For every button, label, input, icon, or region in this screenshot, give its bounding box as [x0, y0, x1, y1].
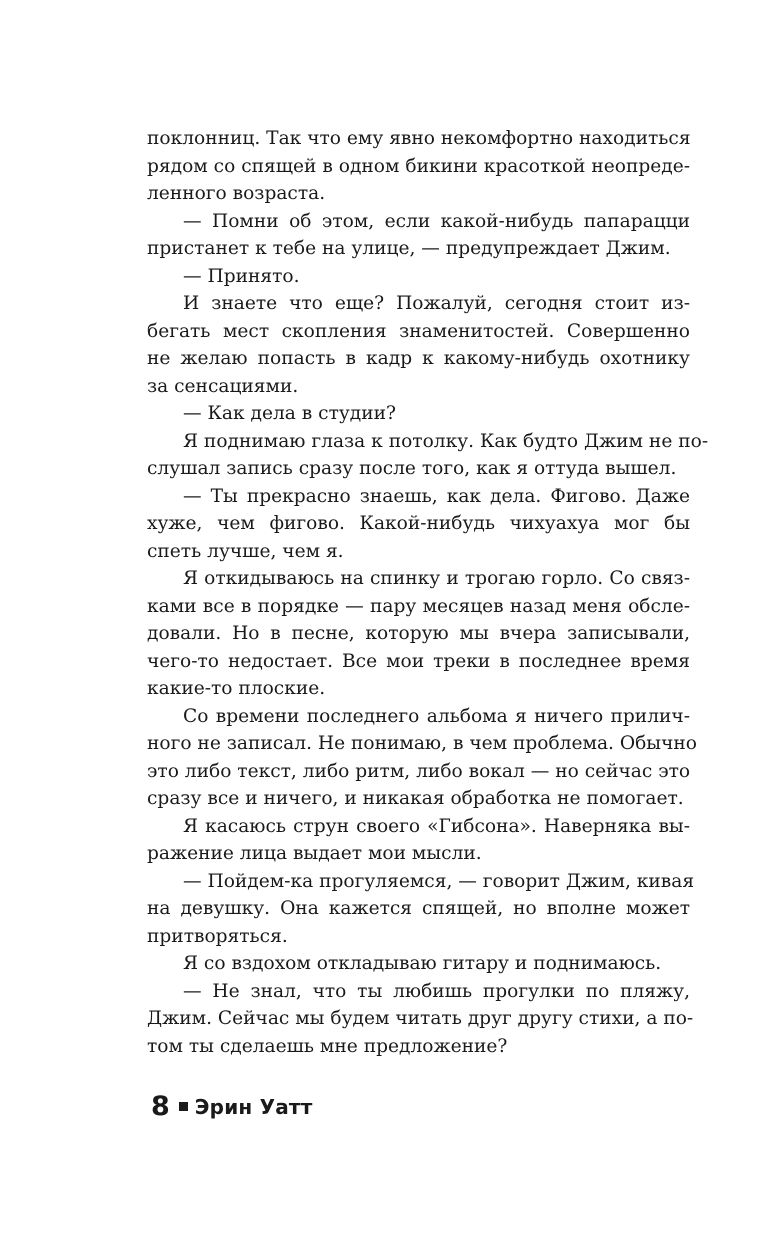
text-line: Джим. Сейчас мы будем читать друг другу стихи, а по- — [147, 1008, 694, 1029]
text-line: какие-то плоские. — [147, 678, 326, 699]
text-line: слушал запись сразу после того, как я оттуда вышел. — [147, 458, 677, 479]
square-separator-icon — [179, 1102, 188, 1111]
text-line: Со времени последнего альбома я ничего прилич- — [183, 705, 690, 727]
text-line: Я со вздохом откладываю гитару и поднимаюсь. — [183, 953, 662, 974]
text-line: том ты сделаешь мне предложение? — [147, 1035, 508, 1057]
running-author: Эрин Уатт — [194, 1094, 313, 1119]
text-line: пристанет к тебе на улице, — предупреждает Джим. — [147, 238, 671, 259]
text-line: Я откидываюсь на спинку и трогаю горло. Со связ- — [183, 568, 690, 589]
text-line: ражение лица выдает мои мысли. — [147, 843, 482, 864]
text-line: ками все в порядке — пару месяцев назад меня обсле- — [147, 595, 690, 617]
text-line: — Ты прекрасно знаешь, как дела. Фигово. Даже — [183, 485, 690, 507]
text-line: — Как дела в студии? — [183, 403, 396, 424]
text-line: И знаете что еще? Пожалуй, сегодня стоит из- — [183, 293, 690, 314]
text-line: Я касаюсь струн своего «Гибсона». Наверняка вы- — [183, 815, 690, 837]
text-line: бегать мест скопления знаменитостей. Совершенно — [147, 320, 690, 342]
text-line: притворяться. — [147, 925, 288, 947]
text-line: на девушку. Она кажется спящей, но вполне может — [147, 898, 690, 919]
text-line: поклонниц. Так что ему явно некомфортно находиться — [147, 128, 691, 149]
text-line: за сенсациями. — [147, 375, 299, 397]
text-line: хуже, чем фигово. Какой-нибудь чихуахуа мог бы — [147, 513, 690, 534]
text-line: рядом со спящей в одном бикини красоткой неопреде- — [147, 155, 690, 177]
text-line: спеть лучше, чем я. — [147, 540, 344, 562]
text-line: — Пойдем-ка прогуляемся, — говорит Джим, кивая — [183, 870, 695, 892]
text-line: — Принято. — [183, 265, 300, 287]
text-line: ленного возраста. — [147, 183, 326, 204]
text-line: довали. Но в песне, которую мы вчера записывали, — [147, 623, 690, 644]
body-text — [147, 125, 709, 1060]
text-line: Я поднимаю глаза к потолку. Как будто Джим не по- — [183, 430, 709, 452]
page-number: 8 — [151, 1091, 170, 1122]
text-line: — Помни об этом, если какой-нибудь папарацци — [183, 210, 690, 232]
page-footer — [151, 1091, 313, 1122]
text-line: сразу все и ничего, и никакая обработка не помогает. — [147, 788, 684, 809]
text-line: не желаю попасть в кадр к какому-нибудь охотнику — [147, 348, 690, 369]
text-line: ного не записал. Не понимаю, в чем проблема. Обычно — [147, 733, 697, 754]
text-line: — Не знал, что ты любишь прогулки по пляжу, — [183, 980, 690, 1002]
text-line: чего-то недостает. Все мои треки в последнее время — [147, 650, 690, 672]
text-line: это либо текст, либо ритм, либо вокал — но сейчас это — [147, 760, 691, 782]
